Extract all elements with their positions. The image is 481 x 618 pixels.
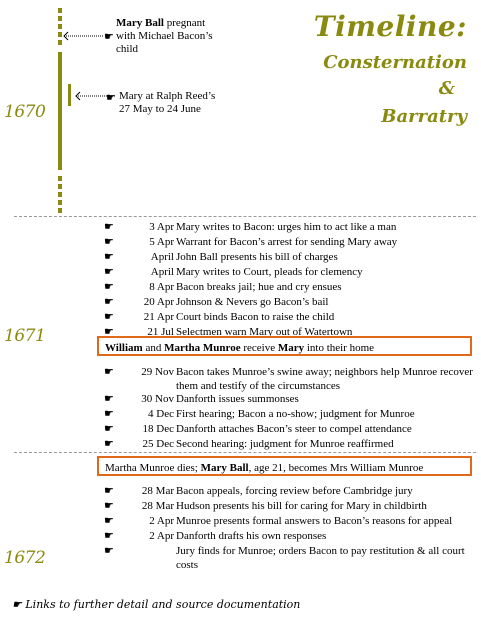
divider [14,452,476,453]
footer-note [12,598,300,611]
title-ampersand: & [438,78,455,99]
title-consternation: Consternation [323,52,467,73]
highlight-munroe-home[interactable]: William and Martha Munroe receive Mary into their home [97,336,472,356]
divider [14,216,476,217]
year-1672: 1672 [4,548,46,568]
year-1670: 1670 [4,102,46,122]
timeline-title: Timeline: [313,10,467,43]
hand-pointer-icon: ☛ [106,92,116,104]
year-1671: 1671 [4,326,46,346]
hand-pointer-icon: ☛ [12,598,22,611]
note-ralph-reed[interactable]: Mary at Ralph Reed’s 27 May to 24 June [119,90,216,115]
note-mary-pregnant: Mary Ball pregnant with Michael Bacon’s child [116,17,213,55]
title-barratry: Barratry [381,106,467,127]
hand-pointer-icon: ☛ [104,31,114,43]
highlight-mary-marries[interactable]: Martha Munroe dies; Mary Ball, age 21, becomes Mrs William Munroe [97,456,472,476]
footer-text: Links to further detail and source documentation [25,598,301,611]
